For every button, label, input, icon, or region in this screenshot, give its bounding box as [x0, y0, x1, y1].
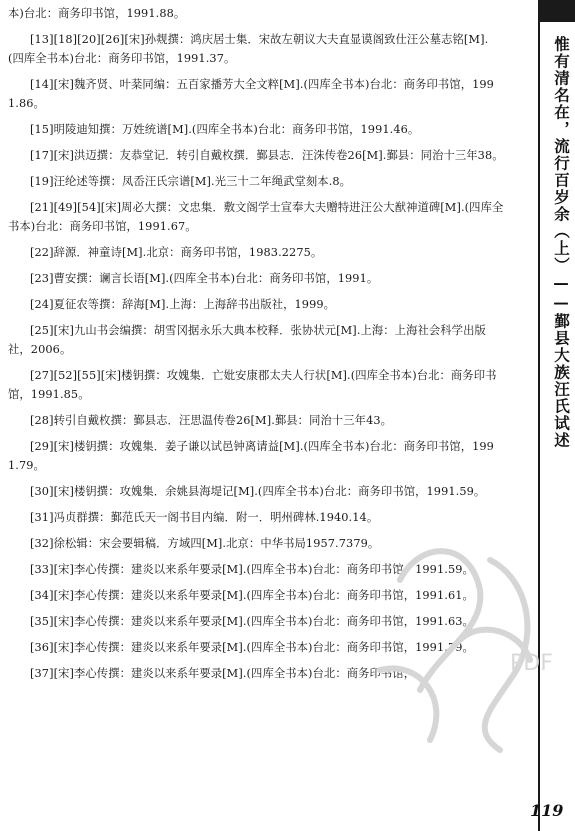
reference-line: [25][宋]九山书会编撰：胡雪冈据永乐大典本校释．张协状元[M].上海：上海社会科学: [30, 324, 464, 337]
page-number: 119: [530, 801, 564, 820]
reference-entry: [8, 4, 508, 23]
reference-entry: [8, 482, 508, 501]
reference-line: 1991.63。: [415, 615, 474, 628]
reference-line: 1991.61。: [415, 589, 474, 602]
reference-entry: [8, 508, 508, 527]
reference-line: 馆，1991.79。: [8, 440, 494, 472]
running-head-sidebar: [524, 0, 575, 831]
reference-entry: [8, 664, 508, 683]
reference-line: [14][宋]魏齐贤、叶棻同编：五百家播芳大全文粹[M].(四库全书本)台北：商务印书: [30, 78, 450, 91]
reference-line: [34][宋]李心传撰：建炎以来系年要录[M].(四库全书本)台北：商务印书馆，: [30, 589, 416, 602]
watermark-text: PDF: [510, 651, 553, 676]
reference-entry: [8, 30, 508, 68]
reference-line: [36][宋]李心传撰：建炎以来系年要录[M].(四库全书本)台北：商务印书馆，: [30, 641, 416, 654]
reference-line: 1991.59。: [426, 485, 486, 498]
reference-list: [8, 4, 508, 690]
reference-line: [22]辞源．神童诗[M].北京：商务印书馆，1983.2275。: [30, 246, 323, 259]
header-block: [538, 0, 575, 22]
reference-line: [24]夏征农等撰：辞海[M].上海：上海辞书出版社，1999。: [30, 298, 336, 311]
reference-entry: [8, 198, 508, 236]
running-head-title: 惟有清名在，流行百岁余（上）——鄞县大族汪氏试述: [552, 36, 570, 449]
reference-line: [30][宋]楼钥撰：攻媿集．余姚县海堤记[M].(四库全书本)台北：商务印书馆，: [30, 485, 427, 498]
reference-entry: [8, 295, 508, 314]
reference-line: [27][52][55][宋]楼钥撰：攻媿集．亡妣安康郡太夫人行状[M].(四库全书本)台北：商务: [30, 369, 474, 382]
reference-line: [35][宋]李心传撰：建炎以来系年要录[M].(四库全书本)台北：商务印书馆，: [30, 615, 416, 628]
reference-line: [M].(四库全书本)台北：商务印书馆，1991.67。: [8, 201, 504, 233]
reference-line: 出版社，2006。: [8, 324, 486, 356]
reference-line: [19]汪纶述等撰：凤岙汪氏宗谱[M].光三十二年绳武堂刻本.8。: [30, 175, 352, 188]
reference-line: [33][宋]李心传撰：建炎以来系年要录[M].(四库全书本)台北：商务印书馆，: [30, 563, 416, 576]
reference-entry: [8, 586, 508, 605]
reference-line: 本)台北：商务印书馆，1991.88。: [8, 7, 186, 20]
reference-line: [32]徐松辑：宋会要辑稿．方域四[M].北京：中华书局1957.7379。: [30, 537, 380, 550]
reference-line: [29][宋]楼钥撰：攻媿集．姜子谦以试邑钟离请益[M].(四库全书本)台北：商务印书: [30, 440, 450, 453]
reference-entry: [8, 146, 508, 165]
reference-entry: [8, 612, 508, 631]
reference-line: [21][49][54][宋]周必大撰：文忠集．敷文阁学士宣奉大夫赠特进汪公大猷神道碑: [30, 201, 441, 214]
reference-entry: [8, 437, 508, 475]
reference-entry: [8, 75, 508, 113]
reference-line: [M].(四库全书本)台北：商务印书馆，1991.37。: [8, 33, 489, 65]
reference-line: 馆，1991.86。: [8, 78, 494, 110]
reference-line: 印书馆，1991.85。: [8, 369, 497, 401]
reference-entry: [8, 560, 508, 579]
reference-line: 1991.79。: [415, 641, 474, 654]
reference-entry: [8, 120, 508, 139]
reference-entry: [8, 172, 508, 191]
reference-entry: [8, 638, 508, 657]
reference-entry: [8, 321, 508, 359]
reference-entry: [8, 534, 508, 553]
reference-line: [28]转引自戴枚撰：鄞县志．汪思温传卷26[M].鄞县：同治十三年43。: [30, 414, 393, 427]
reference-line: [37][宋]李心传撰：建炎以来系年要录[M].(四库全书本)台北：商务印书馆，: [30, 667, 416, 680]
reference-line: [31]冯贞群撰：鄞范氏天一阁书目内编．附一．明州碑林.1940.14。: [30, 511, 379, 524]
page-body: [8, 0, 508, 831]
reference-entry: [8, 411, 508, 430]
sidebar-rule: [538, 0, 540, 831]
reference-entry: [8, 243, 508, 262]
reference-line: [13][18][20][26][宋]孙觌撰：鸿庆居士集．宋故左朝议大夫直显谟阁致仕汪公墓志铭: [30, 33, 464, 46]
reference-line: [23]曹安撰：谰言长语[M].(四库全书本)台北：商务印书馆，1991。: [30, 272, 379, 285]
reference-line: [17][宋]洪迈撰：友恭堂记．转引自戴枚撰．鄞县志．汪洙传卷26[M].鄞县：同治十三年: [30, 149, 478, 162]
reference-line: 1991.59。: [415, 563, 474, 576]
reference-line: 38。: [477, 149, 504, 162]
reference-entry: [8, 269, 508, 288]
reference-line: [15]明陵迪知撰：万姓统谱[M].(四库全书本)台北：商务印书馆，1991.46。: [30, 123, 420, 136]
reference-entry: [8, 366, 508, 404]
